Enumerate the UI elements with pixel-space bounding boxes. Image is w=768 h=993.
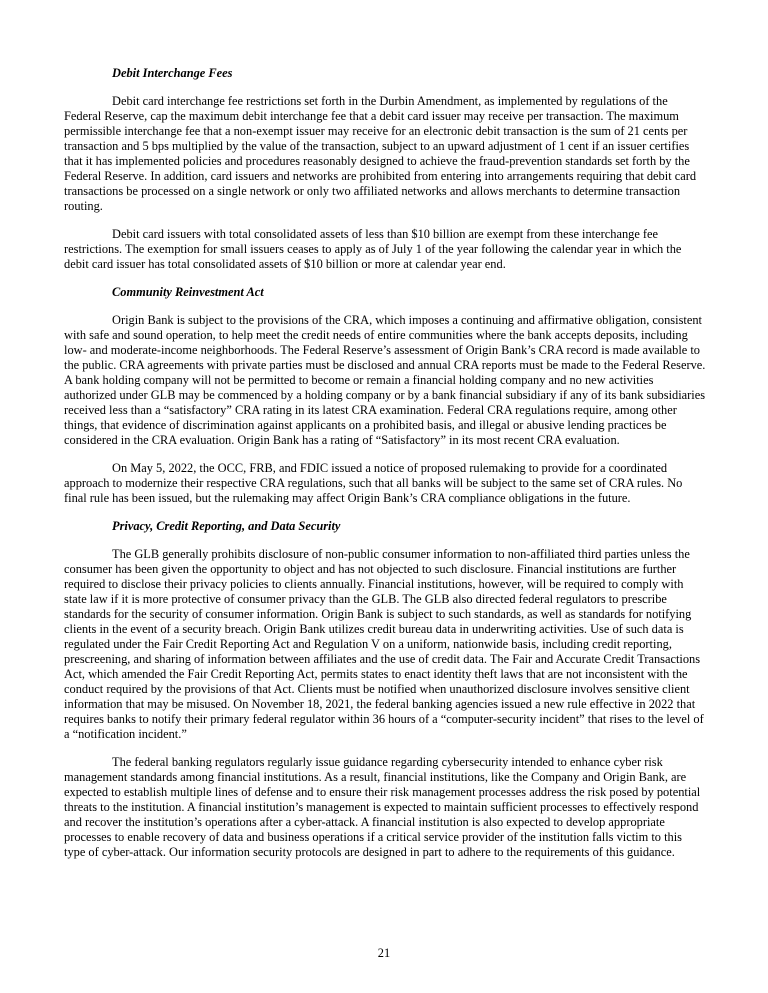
- page-number: 21: [377, 946, 391, 960]
- paragraph-cra-2: On May 5, 2022, the OCC, FRB, and FDIC issued a notice of proposed rulemaking to provide for a coordinated approach to modernize their respective CRA regulations, such that all banks will be subject to the same set of CRA rules. No final rule has been issued, but the rulemaking may affect Origin Bank’s CRA compliance obligations in the future.: [64, 461, 683, 505]
- document-body: [64, 66, 706, 860]
- paragraph-privacy-1: The GLB generally prohibits disclosure of non-public consumer information to non-affiliated third parties unless the consumer has been given the opportunity to object and has not objected to such disclosure. Financial institutions are further required to disclose their privacy policies to clients annually. Financial institutions, however, will be required to comply with state law if it is more protective of consumer privacy than the GLB. The GLB also directed federal regulators to prescribe standards for the security of consumer information. Origin Bank is subject to such standards, as well as standards for notifying clients in the event of a security breach. Origin Bank utilizes credit bureau data in underwriting activities. Use of such data is regulated under the Fair Credit Reporting Act and Regulation V on a uniform, nationwide basis, including credit reporting, prescreening, and sharing of information between affiliates and the use of credit data. The Fair and Accurate Credit Transactions Act, which amended the Fair Credit Reporting Act, permits states to enact identity theft laws that are not inconsistent with the conduct required by the provisions of that Act. Clients must be notified when unauthorized disclosure involves sensitive client information that may be misused. On November 18, 2021, the federal banking agencies issued a new rule effective in 2022 that requires banks to notify their primary federal regulator within 36 hours of a “computer-security incident” that rises to the level of a “notification incident.”: [64, 547, 704, 741]
- paragraph-privacy-2: The federal banking regulators regularly issue guidance regarding cybersecurity intended to enhance cyber risk management standards among financial institutions. As a result, financial institutions, like the Company and Origin Bank, are expected to establish multiple lines of defense and to ensure their risk management processes address the risk posed by potential threats to the institution. A financial institution’s management is expected to maintain sufficient processes to effectively respond and recover the institution’s operations after a cyber-attack. A financial institution is also expected to develop appropriate processes to enable recovery of data and business operations if a critical service provider of the institution falls victim to this type of cyber-attack. Our information security protocols are designed in part to adhere to the requirements of this guidance.: [64, 755, 701, 859]
- section-heading-privacy-credit-reporting-data-security: Privacy, Credit Reporting, and Data Security: [112, 519, 341, 533]
- section-heading-debit-interchange-fees: Debit Interchange Fees: [112, 66, 233, 80]
- paragraph-debit-interchange-1: Debit card interchange fee restrictions set forth in the Durbin Amendment, as implemented by regulations of the Federal Reserve, cap the maximum debit interchange fee that a debit card issuer may receive per transaction. The maximum permissible interchange fee that a non-exempt issuer may receive for an electronic debit transaction is the sum of 21 cents per transaction and 5 bps multiplied by the value of the transaction, subject to an upward adjustment of 1 cent if an issuer certifies that it has implemented policies and procedures reasonably designed to achieve the fraud-prevention standards set forth by the Federal Reserve. In addition, card issuers and networks are prohibited from entering into arrangements requiring that debit card transactions be processed on a single network or only two affiliated networks and allows merchants to determine transaction routing.: [64, 94, 697, 213]
- paragraph-debit-interchange-2: Debit card issuers with total consolidated assets of less than $10 billion are exempt from these interchange fee restrictions. The exemption for small issuers ceases to apply as of July 1 of the year following the calendar year in which the debit card issuer has total consolidated assets of $10 billion or more at calendar year end.: [64, 227, 682, 271]
- paragraph-cra-1: Origin Bank is subject to the provisions of the CRA, which imposes a continuing and affirmative obligation, consistent with safe and sound operation, to help meet the credit needs of entire communities where the bank accepts deposits, including low- and moderate-income neighborhoods. The Federal Reserve’s assessment of Origin Bank’s CRA record is made available to the public. CRA agreements with private parties must be disclosed and annual CRA reports must be made to the Federal Reserve. A bank holding company will not be permitted to become or remain a financial holding company and no new activities authorized under GLB may be commenced by a holding company or by a bank financial subsidiary if any of its bank subsidiaries received less than a “satisfactory” CRA rating in its latest CRA examination. Federal CRA regulations require, among other things, that evidence of discrimination against applicants on a prohibited basis, and illegal or abusive lending practices be considered in the CRA evaluation. Origin Bank has a rating of “Satisfactory” in its most recent CRA evaluation.: [64, 313, 706, 447]
- section-heading-community-reinvestment-act: Community Reinvestment Act: [112, 285, 264, 299]
